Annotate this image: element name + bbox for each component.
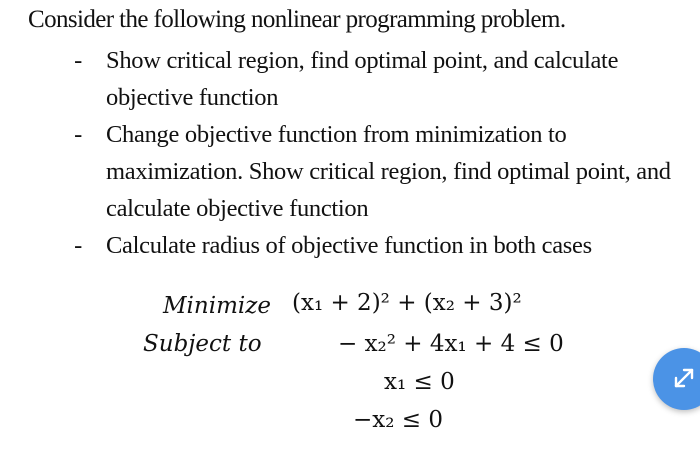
task-text: Calculate radius of objective function in both cases	[106, 232, 592, 259]
constraint-3: −x₂ ≤ 0	[353, 407, 443, 433]
problem-intro: Consider the following nonlinear programming problem.	[28, 6, 566, 33]
constraint-2: x₁ ≤ 0	[384, 369, 455, 395]
task-text: Show critical region, find optimal point, and calculate objective function	[106, 47, 619, 111]
task-item	[0, 116, 686, 227]
expand-arrows-icon	[671, 365, 697, 391]
bullet-dash: -	[74, 47, 82, 74]
subject-to-label: Subject to	[143, 331, 262, 357]
objective-expression: (x₁ + 2)² + (x₂ + 3)²	[292, 290, 522, 316]
task-item	[0, 42, 686, 116]
task-text: Change objective function from minimization to maximization. Show critical region, find optimal point, and calculate objective function	[106, 121, 671, 222]
objective-label: Minimize	[163, 293, 271, 319]
expand-button[interactable]	[653, 348, 700, 410]
task-item	[0, 227, 686, 264]
constraint-1: − x₂² + 4x₁ + 4 ≤ 0	[338, 331, 564, 357]
bullet-dash: -	[74, 121, 82, 148]
bullet-dash: -	[74, 232, 82, 259]
task-list	[0, 42, 686, 264]
